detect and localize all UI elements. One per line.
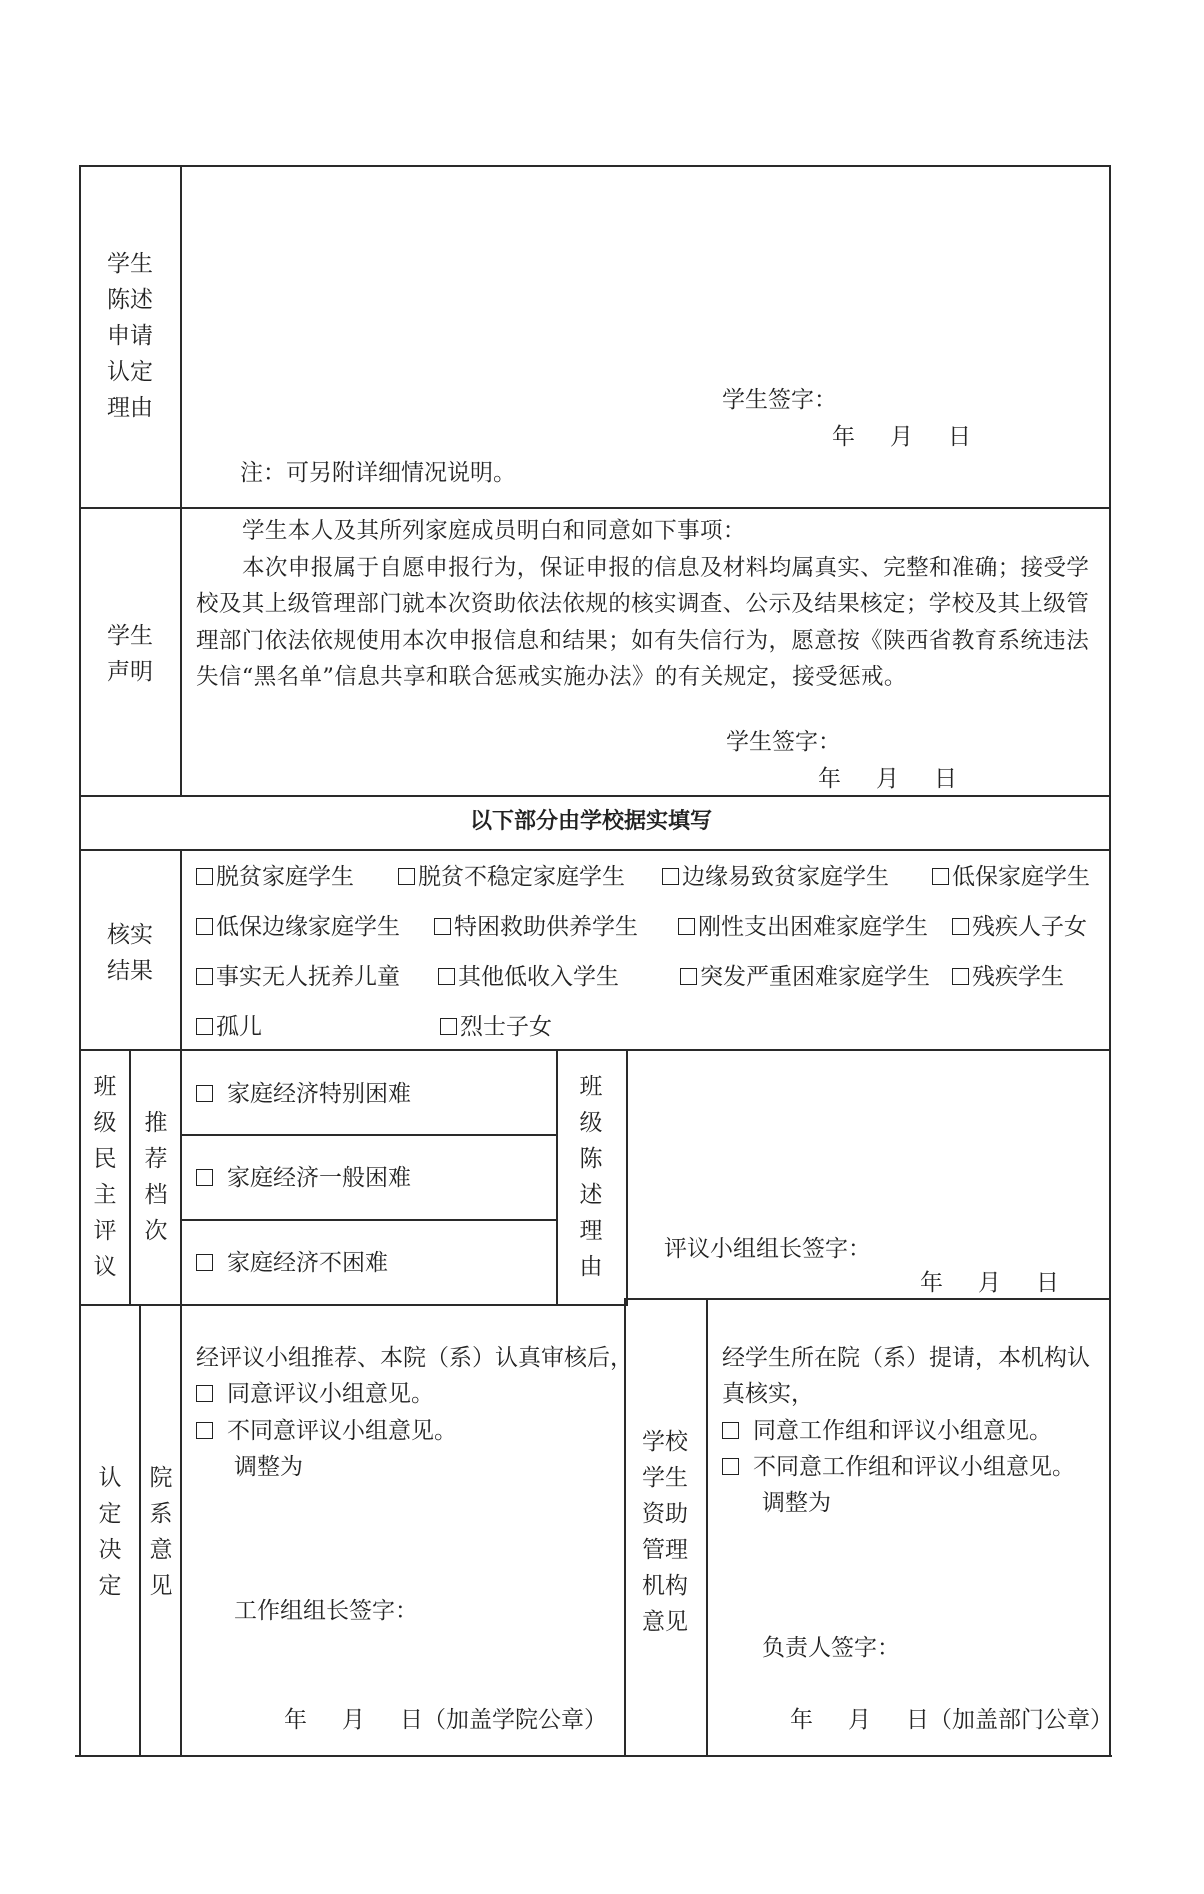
row-divider-2 <box>79 795 1111 797</box>
statement-note: 注：可另附详细情况说明。 <box>240 460 516 486</box>
checkbox[interactable] <box>440 1018 457 1035</box>
checkbox[interactable] <box>196 1085 213 1102</box>
table-border-right <box>1109 165 1111 1757</box>
recommend-level-label: 推 荐 档 次 <box>144 1110 168 1244</box>
class-option-divider-2 <box>180 1219 557 1221</box>
verify-option-rigid-expense[interactable]: 刚性支出困难家庭学生 <box>678 916 928 939</box>
declaration-line-1: 学生本人及其所列家庭成员明白和同意如下事项： <box>242 518 746 544</box>
table-border-left <box>79 165 81 1757</box>
class-review-reason-right <box>626 1049 628 1306</box>
row-divider-5-right <box>624 1298 1111 1300</box>
school-intro-line-2: 真核实， <box>722 1381 814 1407</box>
school-option-agree[interactable]: 同意工作组和评议小组意见。 <box>722 1420 1052 1443</box>
declaration-date-month: 月 <box>876 766 899 792</box>
school-responsible-signature: 负责人签字： <box>762 1635 900 1661</box>
class-reason-label: 班 级 陈 述 理 由 <box>579 1074 603 1280</box>
checkbox[interactable] <box>434 918 451 935</box>
class-review-inner-divider <box>129 1049 131 1306</box>
checkbox[interactable] <box>398 868 415 885</box>
department-opinion-label: 院 系 意 见 <box>149 1465 173 1599</box>
declaration-date-day: 日 <box>934 766 957 792</box>
declaration-line-3: 校及其上级管理部门就本次资助依法依规的核实调查、公示及结果核定；学校及其上级管 <box>196 591 1090 617</box>
checkbox[interactable] <box>722 1422 739 1439</box>
label-column-divider <box>180 165 182 797</box>
verify-option-other-low-income[interactable]: 其他低收入学生 <box>438 966 619 989</box>
verify-option-minimum-living[interactable]: 低保家庭学生 <box>932 866 1090 889</box>
label-column-divider-verify <box>180 849 182 1051</box>
table-border-bottom <box>75 1755 1112 1757</box>
review-leader-signature-label: 评议小组组长签字： <box>664 1236 871 1262</box>
row-divider-4 <box>79 1049 1111 1051</box>
checkbox[interactable] <box>678 918 695 935</box>
checkbox[interactable] <box>952 918 969 935</box>
review-date-year: 年 <box>920 1270 943 1296</box>
statement-date-day: 日 <box>948 424 971 450</box>
review-date-month: 月 <box>978 1270 1001 1296</box>
verify-option-orphan[interactable]: 孤儿 <box>196 1016 262 1039</box>
verify-option-sudden-hardship[interactable]: 突发严重困难家庭学生 <box>680 966 930 989</box>
school-adjust-label: 调整为 <box>762 1490 831 1516</box>
declaration-text <box>196 513 1104 696</box>
class-option-general-hardship[interactable]: 家庭经济一般困难 <box>196 1167 411 1190</box>
verification-result-label: 核实 结果 <box>107 922 153 984</box>
statement-date-year: 年 <box>832 424 855 450</box>
checkbox[interactable] <box>438 968 455 985</box>
dept-option-agree[interactable]: 同意评议小组意见。 <box>196 1383 434 1406</box>
dept-date-day-seal: 日（加盖学院公章） <box>400 1707 607 1733</box>
checkbox[interactable] <box>196 1169 213 1186</box>
checkbox[interactable] <box>196 1254 213 1271</box>
school-date-day-seal: 日（加盖部门公章） <box>906 1707 1113 1733</box>
verify-option-minimum-living-edge[interactable]: 低保边缘家庭学生 <box>196 916 400 939</box>
verify-option-poverty-alleviated[interactable]: 脱贫家庭学生 <box>196 866 354 889</box>
school-date-month: 月 <box>848 1707 871 1733</box>
verify-option-unsupported-child[interactable]: 事实无人抚养儿童 <box>196 966 400 989</box>
table-border-top <box>80 165 1111 167</box>
verify-option-special-hardship-support[interactable]: 特困救助供养学生 <box>434 916 638 939</box>
row-divider-1 <box>79 507 1111 509</box>
class-review-label: 班 级 民 主 评 议 <box>93 1074 117 1280</box>
statement-date-month: 月 <box>890 424 913 450</box>
checkbox[interactable] <box>196 918 213 935</box>
class-review-reason-left <box>556 1049 558 1306</box>
declaration-date-year: 年 <box>818 766 841 792</box>
checkbox[interactable] <box>952 968 969 985</box>
verify-option-disabled-student[interactable]: 残疾学生 <box>952 966 1064 989</box>
row-divider-5-left <box>79 1304 626 1306</box>
class-review-options-divider <box>180 1049 182 1306</box>
review-date-day: 日 <box>1036 1270 1059 1296</box>
dept-intro: 经评议小组推荐、本院（系）认真审核后， <box>196 1345 633 1371</box>
declaration-line-4: 理部门依法依规使用本次申报信息和结果；如有失信行为，愿意按《陕西省教育系统违法 <box>196 627 1090 654</box>
class-option-divider-1 <box>180 1134 557 1136</box>
checkbox[interactable] <box>196 968 213 985</box>
checkbox[interactable] <box>932 868 949 885</box>
dept-option-disagree[interactable]: 不同意评议小组意见。 <box>196 1420 457 1443</box>
dept-adjust-label: 调整为 <box>234 1454 303 1480</box>
school-aid-office-opinion-label: 学校 学生 资助 管理 机构 意见 <box>642 1429 688 1635</box>
checkbox[interactable] <box>196 868 213 885</box>
dept-work-leader-signature: 工作组组长签字： <box>234 1598 418 1624</box>
checkbox[interactable] <box>722 1458 739 1475</box>
school-intro-line-1: 经学生所在院（系）提请，本机构认 <box>722 1345 1090 1371</box>
statement-signature-label: 学生签字： <box>722 387 837 413</box>
row-divider-3 <box>79 849 1111 851</box>
dept-date-year: 年 <box>284 1707 307 1733</box>
checkbox[interactable] <box>196 1422 213 1439</box>
statement-reason-label: 学生 陈述 申请 认定 理由 <box>107 251 153 421</box>
determination-label: 认 定 决 定 <box>98 1465 122 1599</box>
dept-date-month: 月 <box>342 1707 365 1733</box>
verify-option-edge-poverty[interactable]: 边缘易致贫家庭学生 <box>662 866 889 889</box>
school-date-year: 年 <box>790 1707 813 1733</box>
school-section-header: 以下部分由学校据实填写 <box>470 809 713 834</box>
decision-school-right <box>706 1298 708 1756</box>
student-declaration-label: 学生 声明 <box>107 623 153 685</box>
declaration-signature-label: 学生签字： <box>726 729 841 755</box>
school-option-disagree[interactable]: 不同意工作组和评议小组意见。 <box>722 1456 1075 1479</box>
checkbox[interactable] <box>662 868 679 885</box>
declaration-line-2: 本次申报属于自愿申报行为，保证申报的信息及材料均属真实、完整和准确；接受学 <box>242 554 1090 581</box>
declaration-line-5: 失信“黑名单”信息共享和联合惩戒实施办法》的有关规定，接受惩戒。 <box>196 664 907 690</box>
checkbox[interactable] <box>196 1385 213 1402</box>
checkbox[interactable] <box>196 1018 213 1035</box>
verify-option-martyr-child[interactable]: 烈士子女 <box>440 1016 552 1039</box>
verify-option-disabled-parent[interactable]: 残疾人子女 <box>952 916 1087 939</box>
verify-option-unstable-poverty[interactable]: 脱贫不稳定家庭学生 <box>398 866 625 889</box>
checkbox[interactable] <box>680 968 697 985</box>
class-option-no-hardship[interactable]: 家庭经济不困难 <box>196 1252 388 1275</box>
class-option-special-hardship[interactable]: 家庭经济特别困难 <box>196 1083 411 1106</box>
